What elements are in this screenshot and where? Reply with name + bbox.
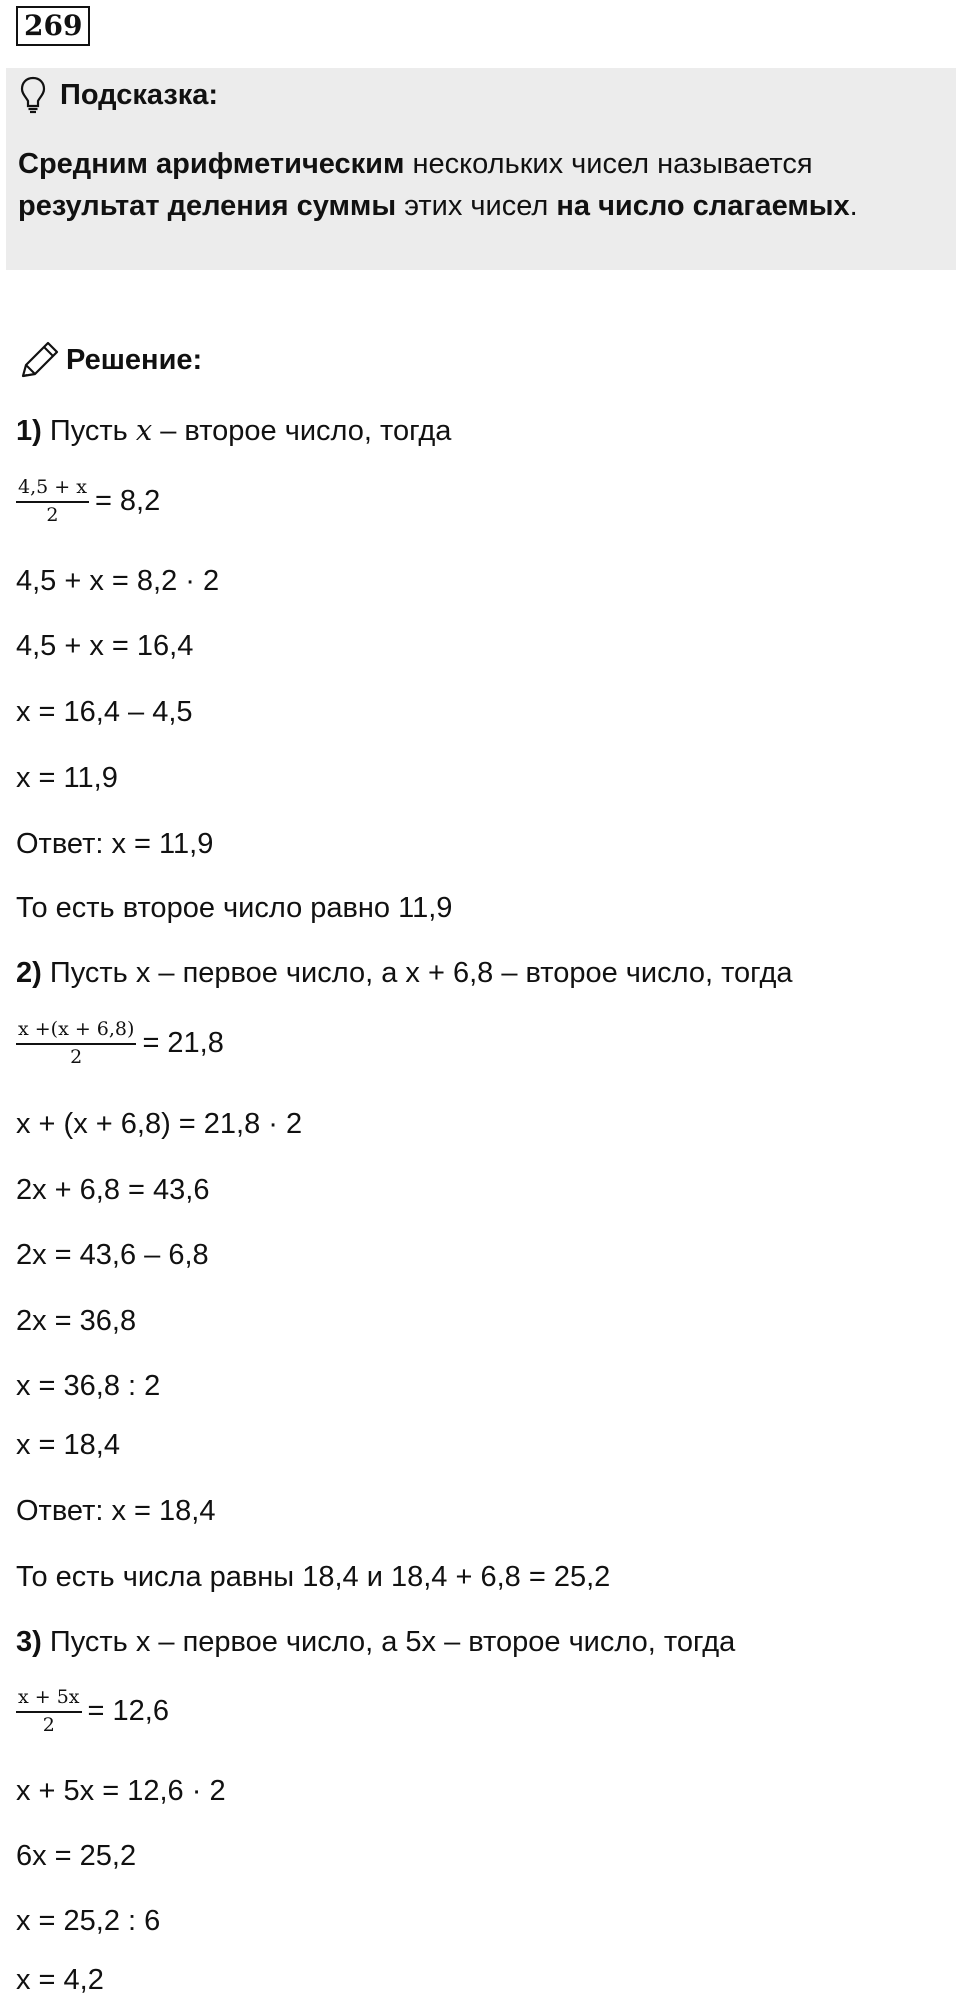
hint-text-end: . [849, 190, 858, 222]
part2-conclusion: То есть числа равны 18,4 и 18,4 + 6,8 = 25,2 [16, 1561, 611, 1593]
hint-definition-2: на число слагаемых [556, 190, 850, 222]
hint-text-2: этих чисел [396, 190, 557, 222]
lightbulb-icon [20, 76, 46, 114]
hint-title [20, 76, 218, 114]
part1-intro-b: – второе число, тогда [152, 415, 452, 447]
part1-equation [16, 476, 160, 527]
part1-fraction [16, 476, 89, 527]
part2-step-6: x = 18,4 [16, 1429, 120, 1461]
part3-step-3: x = 25,2 : 6 [16, 1905, 161, 1937]
part1-step-4: x = 11,9 [16, 762, 118, 794]
solution-title-text: Решение: [66, 343, 203, 376]
part2-step-4: 2x = 36,8 [16, 1305, 137, 1337]
part1-step-3: x = 16,4 – 4,5 [16, 696, 193, 728]
part2-answer: Ответ: x = 18,4 [16, 1495, 216, 1527]
hint-text [18, 143, 938, 227]
part3-intro-text: Пусть x – первое число, а 5x – второе число, тогда [41, 1626, 736, 1658]
pencil-icon [18, 340, 60, 380]
part2-intro-text: Пусть x – первое число, а x + 6,8 – второе число, тогда [41, 957, 793, 989]
part2-step-3: 2x = 43,6 – 6,8 [16, 1239, 209, 1271]
hint-definition: результат деления суммы [18, 190, 397, 222]
part1-fraction-numerator: 4,5 + x [16, 476, 89, 503]
hint-box [6, 68, 956, 270]
part2-fraction-denominator: 2 [70, 1046, 83, 1068]
part1-conclusion: То есть второе число равно 11,9 [16, 892, 453, 924]
part1-intro [16, 412, 451, 449]
part1-equation-rhs: = 8,2 [94, 485, 161, 517]
part3-fraction [16, 1686, 82, 1737]
part1-step-2: 4,5 + x = 16,4 [16, 630, 194, 662]
part3-intro [16, 1624, 735, 1660]
part3-equation [16, 1686, 169, 1737]
hint-text-1: нескольких чисел называется [404, 148, 813, 180]
hint-title-text: Подсказка: [60, 78, 219, 111]
part1-fraction-denominator: 2 [46, 504, 59, 526]
part2-step-5: x = 36,8 : 2 [16, 1370, 161, 1402]
part1-answer: Ответ: x = 11,9 [16, 828, 214, 860]
part3-number: 3) [16, 1626, 42, 1658]
part2-fraction-numerator: x +(x + 6,8) [16, 1018, 136, 1045]
part3-step-2: 6x = 25,2 [16, 1840, 137, 1872]
part1-step-1: 4,5 + x = 8,2 · 2 [16, 565, 220, 597]
part1-intro-a: Пусть [41, 415, 136, 447]
hint-term: Средним арифметическим [18, 148, 405, 180]
part1-var: x [135, 413, 153, 447]
solution-title [18, 340, 202, 380]
part3-fraction-denominator: 2 [42, 1714, 55, 1736]
part2-equation-rhs: = 21,8 [142, 1027, 224, 1059]
part2-fraction [16, 1018, 136, 1069]
part3-step-1: x + 5x = 12,6 · 2 [16, 1775, 226, 1807]
part1-number: 1) [16, 415, 42, 447]
part3-step-4: x = 4,2 [16, 1964, 104, 1996]
part2-step-1: x + (x + 6,8) = 21,8 · 2 [16, 1108, 303, 1140]
problem-number: 269 [16, 6, 90, 46]
part3-equation-rhs: = 12,6 [87, 1695, 169, 1727]
part2-intro [16, 955, 793, 991]
part2-step-2: 2x + 6,8 = 43,6 [16, 1174, 210, 1206]
part2-equation [16, 1018, 224, 1069]
part2-number: 2) [16, 957, 42, 989]
part3-fraction-numerator: x + 5x [16, 1686, 82, 1713]
